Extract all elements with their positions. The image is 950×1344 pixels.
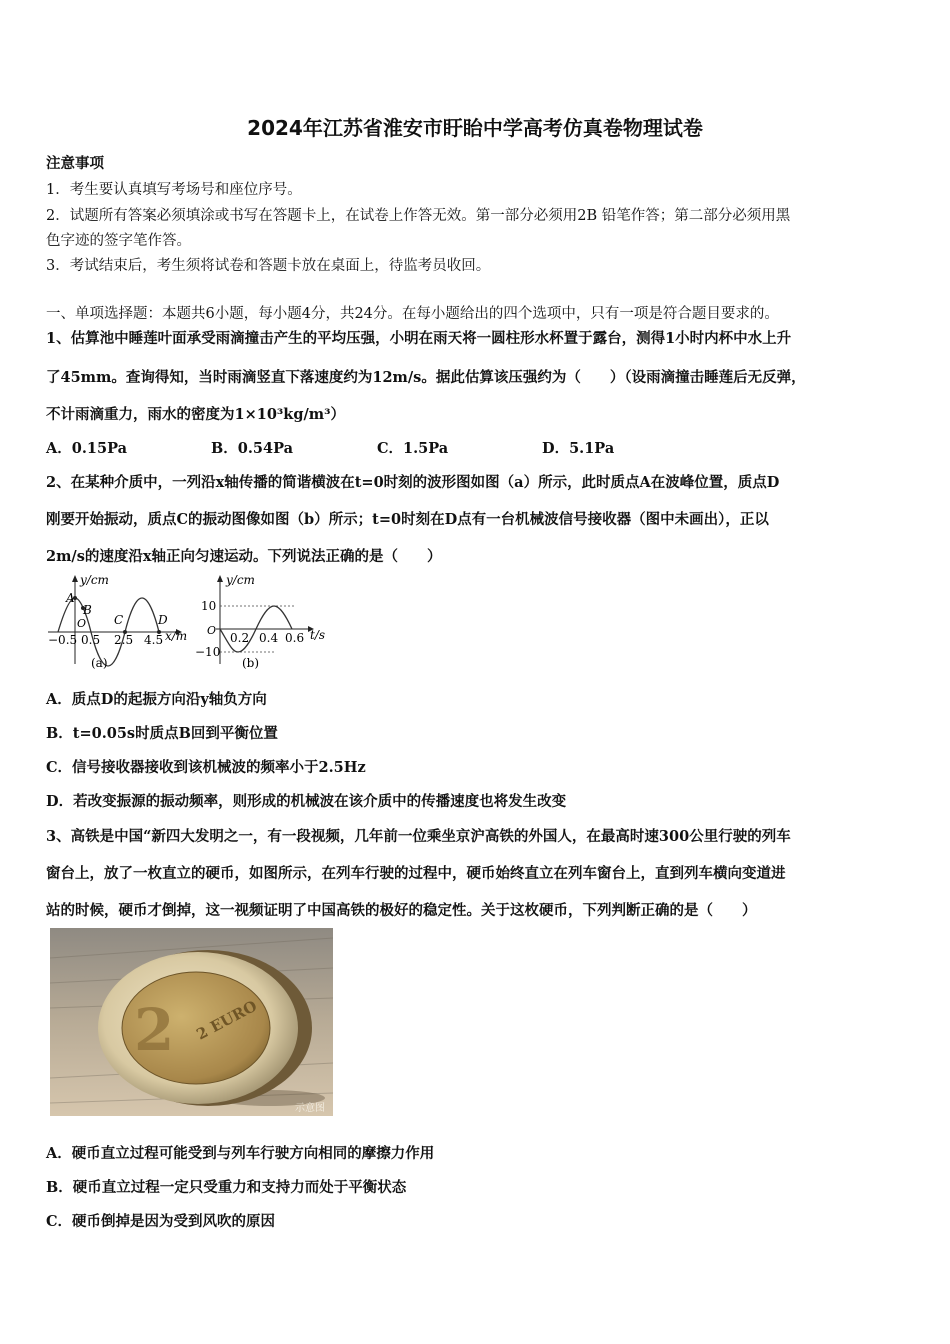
q1-text-line: 了45mm。查询得知，当时雨滴竖直下落速度约为12m/s。据此估算该压强约为（ ）（设雨滴撞击睡莲后无反弹，	[46, 369, 806, 386]
fig-a-tick: 0.5	[81, 633, 101, 647]
q2-text-line: 刚要开始振动，质点C的振动图像如图（b）所示；t=0时刻在D点有一台机械波信号接收器（图中未画出），正以	[46, 511, 769, 528]
svg-text:2: 2	[134, 996, 175, 1064]
figure-a	[48, 573, 187, 670]
fig-a-tick: 2.5	[114, 633, 134, 647]
exam-title: 2024年江苏省淮安市盱眙中学高考仿真卷物理试卷	[247, 116, 703, 140]
fig-b-xlabel: t/s	[310, 628, 326, 642]
coin-text: 2 EURO	[193, 996, 260, 1044]
notice-heading: 注意事项	[46, 155, 104, 172]
fig-a-caption: (a)	[91, 656, 108, 670]
fig-b-ytick: −10	[195, 645, 221, 659]
fig-b-xtick: 0.4	[259, 631, 279, 645]
q3-text-line: 3、高铁是中国“新四大发明之一，有一段视频，几年前一位乘坐京沪高铁的外国人，在最高时速300公里行驶的列车	[46, 828, 791, 845]
q1-option-b: B．0.54Pa	[211, 440, 293, 457]
fig-a-ylabel: y/cm	[80, 573, 109, 587]
fig-b-xtick: 0.6	[285, 631, 305, 645]
q2-text-line: 2、在某种介质中，一列沿x轴传播的简谐横波在t=0时刻的波形图如图（a）所示，此时质点A在波峰位置，质点D	[46, 474, 780, 491]
fig-a-point-c: C	[114, 613, 124, 627]
fig-b-ylabel: y/cm	[226, 573, 255, 587]
q2-option-a: A．质点D的起振方向沿y轴负方向	[46, 691, 267, 708]
q3-option-a: A．硬币直立过程可能受到与列车行驶方向相同的摩擦力作用	[46, 1145, 435, 1162]
coin-photo	[50, 928, 333, 1116]
q3-text-line: 站的时候，硬币才倒掉，这一视频证明了中国高铁的极好的稳定性。关于这枚硬币，下列判断正确的是（ ）	[46, 902, 757, 919]
fig-a-point-d: D	[158, 613, 168, 627]
fig-b-caption: (b)	[242, 656, 260, 670]
wave-figure	[46, 572, 336, 672]
q3-text-line: 窗台上，放了一枚直立的硬币，如图所示，在列车行驶的过程中，硬币始终直立在列车窗台上，直到列车横向变道进	[46, 865, 786, 882]
q2-option-b: B．t=0.05s时质点B回到平衡位置	[46, 725, 278, 742]
fig-a-point-a: A	[66, 591, 75, 605]
photo-watermark: 示意图	[295, 1103, 325, 1114]
fig-a-origin: O	[77, 617, 87, 630]
fig-a-xlabel: x/m	[165, 629, 188, 643]
notice-item: 色字迹的签字笔作答。	[46, 233, 191, 249]
figure-b	[195, 573, 325, 670]
notice-item: 1．考生要认真填写考场号和座位序号。	[46, 182, 302, 198]
fig-a-tick: 4.5	[144, 633, 164, 647]
q2-option-c: C．信号接收器接收到该机械波的频率小于2.5Hz	[46, 759, 366, 776]
q3-option-b: B．硬币直立过程一定只受重力和支持力而处于平衡状态	[46, 1179, 407, 1196]
q1-text-line: 1、估算池中睡莲叶面承受雨滴撞击产生的平均压强，小明在雨天将一圆柱形水杯置于露台，测得1小时内杯中水上升	[46, 330, 792, 347]
fig-a-tick: −0.5	[48, 633, 78, 647]
notice-item: 2．试题所有答案必须填涂或书写在答题卡上，在试卷上作答无效。第一部分必须用2B 铅笔作答；第二部分必须用黑	[46, 208, 791, 224]
q1-option-c: C．1.5Pa	[377, 440, 449, 457]
q3-option-c: C．硬币倒掉是因为受到风吹的原因	[46, 1213, 276, 1230]
q1-option-d: D．5.1Pa	[542, 440, 615, 457]
notice-item: 3．考试结束后，考生须将试卷和答题卡放在桌面上，待监考员收回。	[46, 258, 491, 274]
fig-b-ytick: 10	[201, 599, 217, 613]
q2-option-d: D．若改变振源的振动频率，则形成的机械波在该介质中的传播速度也将发生改变	[46, 793, 567, 810]
fig-b-xtick: 0.2	[230, 631, 250, 645]
q2-text-line: 2m/s的速度沿x轴正向匀速运动。下列说法正确的是（ ）	[46, 548, 442, 565]
q1-option-a: A．0.15Pa	[46, 440, 127, 457]
section-heading: 一、单项选择题：本题共6小题，每小题4分，共24分。在每小题给出的四个选项中，只有一项是符合题目要求的。	[46, 306, 779, 322]
fig-a-point-b: B	[83, 603, 92, 617]
q1-text-line: 不计雨滴重力，雨水的密度为1×10³kg/m³）	[46, 406, 345, 423]
fig-b-origin: O	[207, 624, 217, 637]
